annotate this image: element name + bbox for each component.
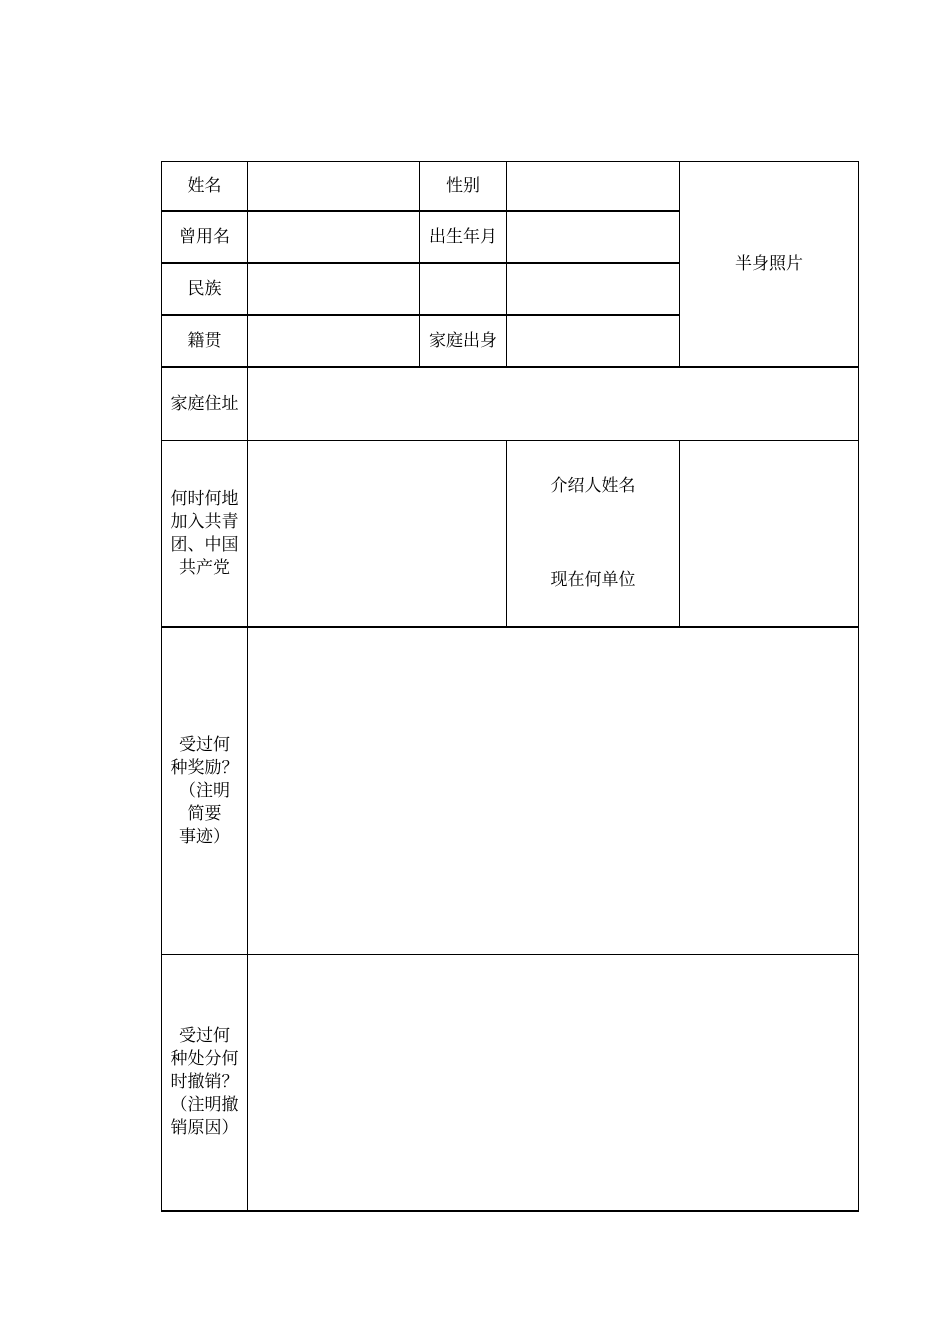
introducer-name-label: 介绍人姓名 xyxy=(550,475,636,496)
name-label: 姓名 xyxy=(187,175,222,196)
photo-placeholder[interactable] xyxy=(680,162,858,366)
former-name-label: 曾用名 xyxy=(179,226,230,247)
blank-label-cell xyxy=(420,264,506,314)
joined-party-label: 何时何地 加入共青 团、中国 共产党 xyxy=(170,488,239,578)
birth-field[interactable] xyxy=(507,212,679,262)
joined-party-field[interactable] xyxy=(248,441,506,626)
birth-label: 出生年月 xyxy=(429,226,497,247)
home-address-field[interactable] xyxy=(248,368,858,440)
native-place-label: 籍贯 xyxy=(187,330,222,351)
name-field[interactable] xyxy=(248,162,419,210)
gender-label: 性别 xyxy=(446,175,480,196)
home-address-label: 家庭住址 xyxy=(170,393,239,414)
introducer-field[interactable] xyxy=(680,441,858,626)
registration-form xyxy=(161,161,859,1212)
ethnicity-label: 民族 xyxy=(187,278,222,299)
blank-field[interactable] xyxy=(507,264,679,314)
ethnicity-field[interactable] xyxy=(248,264,419,314)
introducer-unit-label: 现在何单位 xyxy=(550,569,636,590)
border-right xyxy=(858,161,859,1212)
former-name-field[interactable] xyxy=(248,212,419,262)
native-place-field[interactable] xyxy=(248,316,419,366)
family-origin-field[interactable] xyxy=(507,316,679,366)
border-bottom xyxy=(161,1210,859,1212)
awards-label: 受过何 种奖励？ （注明 简要 事迹） xyxy=(170,734,239,847)
photo-label: 半身照片 xyxy=(735,253,803,274)
punishments-field[interactable] xyxy=(248,955,858,1210)
punishments-label: 受过何 种处分何 时撤销？ （注明撤 销原因） xyxy=(170,1026,239,1138)
gender-field[interactable] xyxy=(507,162,679,210)
awards-field[interactable] xyxy=(248,628,858,954)
family-origin-label: 家庭出身 xyxy=(429,330,497,351)
